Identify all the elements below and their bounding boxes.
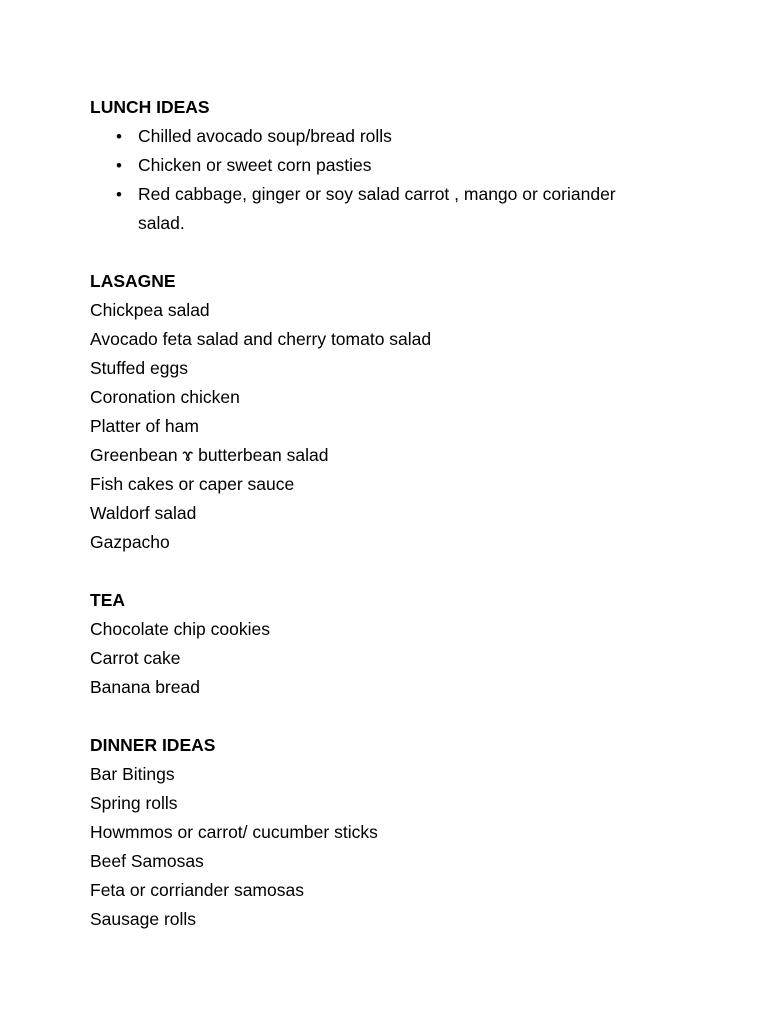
- list-item: Bar Bitings: [90, 764, 175, 784]
- lunch-bullet-list: [90, 122, 690, 238]
- list-item: Platter of ham: [90, 416, 199, 436]
- document-page: [90, 93, 690, 934]
- list-item: Avocado feta salad and cherry tomato salad: [90, 329, 432, 349]
- list-item: Howmmos or carrot/ cucumber sticks: [90, 822, 378, 842]
- list-item: Feta or corriander samosas: [90, 880, 304, 900]
- section-lunch-ideas: [90, 93, 690, 238]
- section-tea: [90, 586, 690, 702]
- list-item: Carrot cake: [90, 648, 181, 668]
- section-heading-dinner: DINNER IDEAS: [90, 735, 216, 755]
- spacer: [90, 557, 690, 586]
- list-item: [90, 122, 638, 151]
- list-item: Gazpacho: [90, 532, 170, 552]
- list-item-text: Red cabbage, ginger or soy salad carrot , mango or coriander salad.: [138, 184, 616, 233]
- list-item: Beef Samosas: [90, 851, 204, 871]
- spacer: [90, 238, 690, 267]
- section-heading-lasagne: LASAGNE: [90, 271, 176, 291]
- tea-list: [90, 615, 690, 702]
- list-item: Coronation chicken: [90, 387, 240, 407]
- section-heading-tea: TEA: [90, 590, 125, 610]
- section-dinner-ideas: [90, 731, 690, 934]
- list-item-text: Chicken or sweet corn pasties: [138, 155, 372, 175]
- lasagne-list: [90, 296, 690, 557]
- spacer: [90, 702, 690, 731]
- bullet-icon: •: [116, 156, 122, 175]
- list-item: Fish cakes or caper sauce: [90, 474, 295, 494]
- list-item: Chickpea salad: [90, 300, 210, 320]
- list-item-text: Chilled avocado soup/bread rolls: [138, 126, 392, 146]
- list-item: Banana bread: [90, 677, 200, 697]
- list-item: Spring rolls: [90, 793, 178, 813]
- list-item: Waldorf salad: [90, 503, 197, 523]
- list-item: [90, 151, 638, 180]
- bullet-icon: •: [116, 185, 122, 204]
- section-heading-lunch: LUNCH IDEAS: [90, 97, 210, 117]
- list-item: [90, 180, 638, 238]
- list-item: Greenbean ɤ butterbean salad: [90, 445, 329, 465]
- list-item: Stuffed eggs: [90, 358, 188, 378]
- bullet-icon: •: [116, 127, 122, 146]
- list-item: Sausage rolls: [90, 909, 197, 929]
- section-lasagne: [90, 267, 690, 557]
- dinner-list: [90, 760, 690, 934]
- list-item: Chocolate chip cookies: [90, 619, 270, 639]
